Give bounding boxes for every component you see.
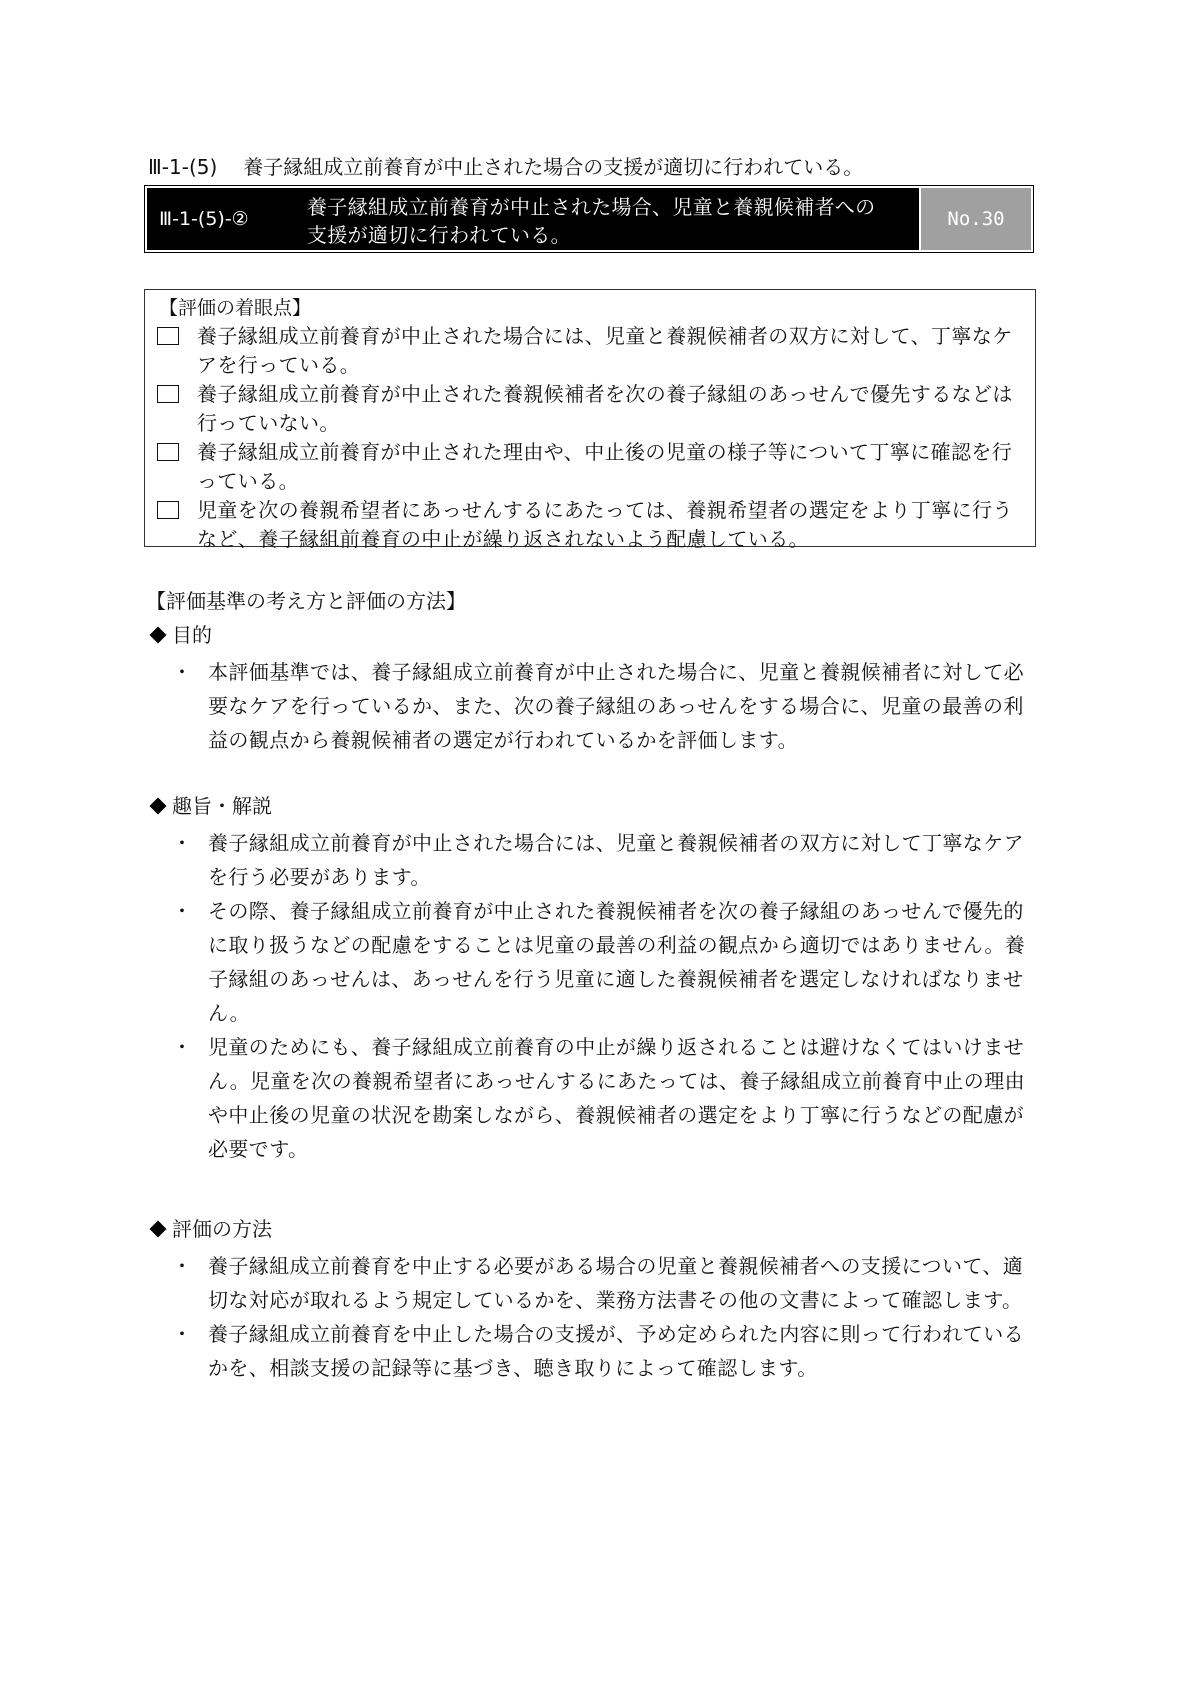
intent-title (148, 792, 1038, 820)
diamond-bullet-icon (150, 627, 167, 644)
bullet-mark: ・ (172, 660, 192, 684)
checkbox-icon (157, 501, 179, 519)
item-number: No.30 (919, 188, 1031, 250)
list-item (148, 826, 1038, 894)
checkbox-icon (157, 327, 179, 345)
diamond-bullet-icon (150, 1221, 167, 1238)
item-code: Ⅲ-1-(5)-② (159, 208, 249, 230)
method-title-text: 評価の方法 (172, 1217, 272, 1241)
list-item (148, 655, 1038, 757)
bullet-mark: ・ (172, 899, 192, 923)
purpose-title (148, 621, 1038, 649)
bullet-mark: ・ (172, 1035, 192, 1059)
item-title-line1: 養子縁組成立前養育が中止された場合、児童と養親候補者への (307, 195, 876, 219)
item-title-inner (147, 188, 1031, 250)
viewpoint-item (157, 438, 1025, 496)
list-item-text: その際、養子縁組成立前養育が中止された養親候補者を次の養子縁組のあっせんで優先的に取り扱うなどの配慮をすることは児童の最善の利益の観点から適切ではありません。養子縁組のあっせんは、あっせんを行う児童に適した養親候補者を選定しなければなりません。 (208, 899, 1026, 1025)
item-title-bar (144, 185, 1034, 253)
list-item (148, 894, 1038, 1030)
intent-list (148, 826, 1038, 1166)
purpose-title-text: 目的 (172, 623, 212, 647)
item-title (295, 188, 919, 250)
section-code: Ⅲ-1-(5) (148, 155, 218, 179)
viewpoint-text: 児童を次の養親希望者にあっせんするにあたっては、養親希望者の選定をより丁寧に行うなど、養子縁組前養育の中止が繰り返されないよう配慮している。 (197, 498, 1013, 551)
viewpoint-text: 養子縁組成立前養育が中止された場合には、児童と養親候補者の双方に対して、丁寧なケアを行っている。 (197, 324, 1013, 377)
list-item-text: 養子縁組成立前養育を中止する必要がある場合の児童と養親候補者への支援について、適切な対応が取れるよう規定しているかを、業務方法書その他の文書によって確認します。 (208, 1254, 1024, 1312)
viewpoint-item (157, 322, 1025, 380)
viewpoint-text: 養子縁組成立前養育が中止された養親候補者を次の養子縁組のあっせんで優先するなどは行っていない。 (197, 382, 1013, 435)
section-title: 養子縁組成立前養育が中止された場合の支援が適切に行われている。 (243, 155, 864, 179)
list-item-text: 養子縁組成立前養育を中止した場合の支援が、予め定められた内容に則って行われているかを、相談支援の記録等に基づき、聴き取りによって確認します。 (208, 1322, 1024, 1380)
list-item (148, 1317, 1038, 1385)
section-heading (148, 153, 1048, 181)
purpose-section (148, 621, 1038, 757)
bullet-mark: ・ (172, 1254, 192, 1278)
item-title-line2: 支援が適切に行われている。 (307, 223, 571, 247)
method-section (148, 1215, 1038, 1385)
list-item (148, 1030, 1038, 1166)
method-title (148, 1215, 1038, 1243)
viewpoint-item (157, 496, 1025, 554)
method-list (148, 1249, 1038, 1385)
viewpoint-item (157, 380, 1025, 438)
bullet-mark: ・ (172, 1322, 192, 1346)
intent-section (148, 792, 1038, 1166)
list-item-text: 養子縁組成立前養育が中止された場合には、児童と養親候補者の双方に対して丁寧なケアを行う必要があります。 (208, 831, 1024, 889)
intent-title-text: 趣旨・解説 (172, 794, 272, 818)
purpose-list (148, 655, 1038, 757)
checkbox-icon (157, 443, 179, 461)
list-item (148, 1249, 1038, 1317)
viewpoints-box (144, 289, 1036, 551)
viewpoint-text: 養子縁組成立前養育が中止された理由や、中止後の児童の様子等について丁寧に確認を行っている。 (197, 440, 1013, 493)
diamond-bullet-icon (150, 798, 167, 815)
list-item-text: 本評価基準では、養子縁組成立前養育が中止された場合に、児童と養親候補者に対して必要なケアを行っているか、また、次の養子縁組のあっせんをする場合に、児童の最善の利益の観点から養親候補者の選定が行われているかを評価します。 (208, 660, 1024, 752)
criteria-heading: 【評価基準の考え方と評価の方法】 (146, 589, 466, 613)
list-item-text: 児童のためにも、養子縁組成立前養育の中止が繰り返されることは避けなくてはいけません。児童を次の養親希望者にあっせんするにあたっては、養子縁組成立前養育中止の理由や中止後の児童の状況を勘案しながら、養親候補者の選定をより丁寧に行うなどの配慮が必要です。 (208, 1035, 1025, 1161)
checkbox-icon (157, 385, 179, 403)
bullet-mark: ・ (172, 831, 192, 855)
viewpoints-heading: 【評価の着眼点】 (159, 297, 312, 319)
